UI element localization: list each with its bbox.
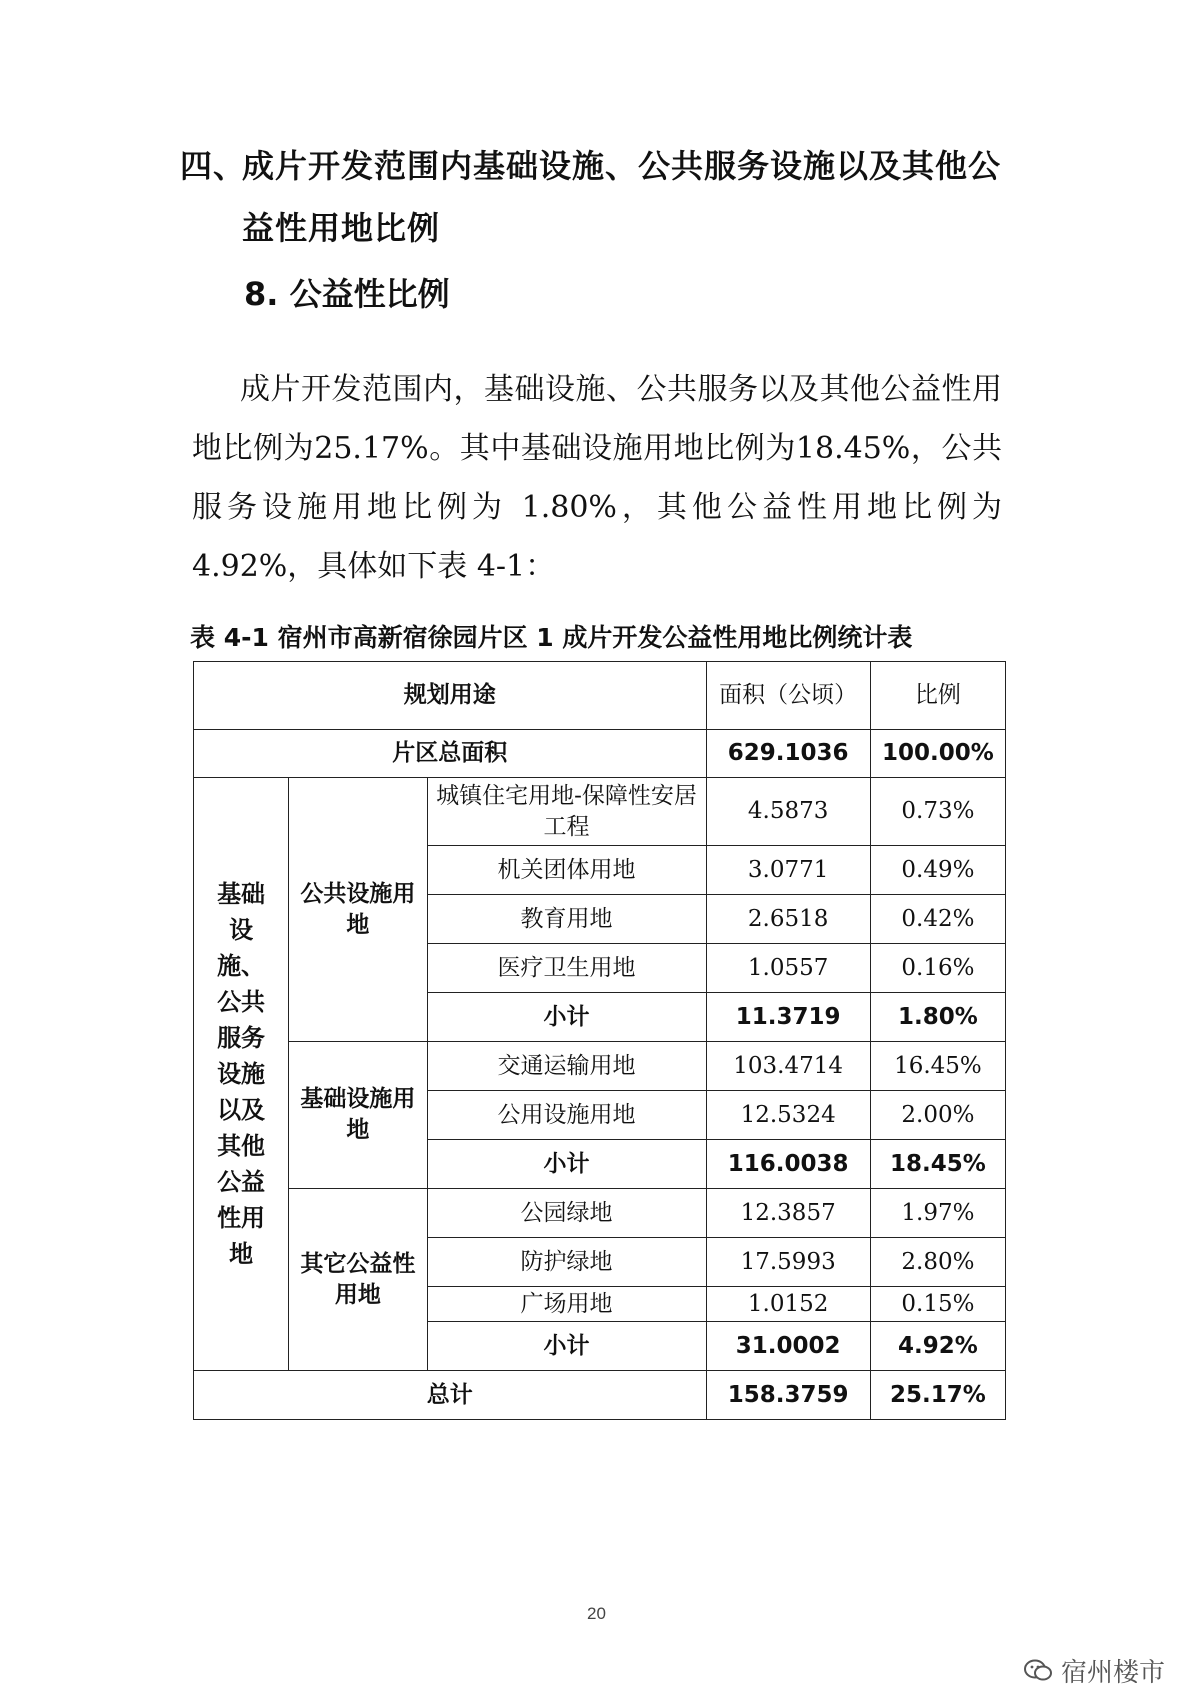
- subtotal-label: 小计: [427, 1140, 706, 1189]
- table-row: [194, 1189, 1006, 1238]
- group-label-cell: [194, 778, 289, 1371]
- subtotal-label: 小计: [427, 993, 706, 1042]
- item-ratio: 0.42%: [870, 895, 1005, 944]
- section-heading-line2: 益性用地比例: [242, 209, 441, 247]
- body-paragraph-text: 成片开发范围内，基础设施、公共服务以及其他公益性用地比例为25.17%。其中基础设施用地比例为18.45%，公共服务设施用地比例为 1.80%，其他公益性用地比例为4.92%，具体如下表 4-1：: [192, 372, 1002, 584]
- table-header-row: [194, 662, 1006, 730]
- subtotal-label: 小计: [427, 1322, 706, 1371]
- watermark: [1023, 1652, 1165, 1689]
- item-name: 城镇住宅用地-保障性安居工程: [427, 778, 706, 846]
- item-name: 教育用地: [427, 895, 706, 944]
- total-area-ratio: 100.00%: [870, 730, 1005, 778]
- category-public-facilities: 公共设施用地: [289, 778, 427, 1042]
- total-area-value: 629.1036: [706, 730, 870, 778]
- subtotal-ratio: 1.80%: [870, 993, 1005, 1042]
- category-infrastructure: 基础设施用地: [289, 1042, 427, 1189]
- total-area-row: [194, 730, 1006, 778]
- item-name: 广场用地: [427, 1287, 706, 1322]
- header-use: 规划用途: [194, 662, 707, 730]
- subtotal-ratio: 18.45%: [870, 1140, 1005, 1189]
- section-number: 四、: [180, 147, 247, 185]
- item-ratio: 16.45%: [870, 1042, 1005, 1091]
- section-heading-line1: 成片开发范围内基础设施、公共服务设施以及其他公: [242, 147, 1002, 185]
- item-area: 12.5324: [706, 1091, 870, 1140]
- watermark-text: 宿州楼市: [1060, 1658, 1165, 1688]
- item-area: 2.6518: [706, 895, 870, 944]
- item-ratio: 0.15%: [870, 1287, 1005, 1322]
- table-caption: 表 4-1 宿州市高新宿徐园片区 1 成片开发公益性用地比例统计表: [190, 623, 913, 652]
- item-ratio: 2.80%: [870, 1238, 1005, 1287]
- subtotal-area: 116.0038: [706, 1140, 870, 1189]
- item-name: 公园绿地: [427, 1189, 706, 1238]
- subtotal-area: 11.3719: [706, 993, 870, 1042]
- item-ratio: 2.00%: [870, 1091, 1005, 1140]
- item-name: 机关团体用地: [427, 846, 706, 895]
- subtotal-area: 31.0002: [706, 1322, 870, 1371]
- subtotal-ratio: 4.92%: [870, 1322, 1005, 1371]
- item-ratio: 0.49%: [870, 846, 1005, 895]
- grand-total-area: 158.3759: [706, 1371, 870, 1420]
- grand-total-ratio: 25.17%: [870, 1371, 1005, 1420]
- total-area-label: 片区总面积: [194, 730, 707, 778]
- item-area: 17.5993: [706, 1238, 870, 1287]
- item-area: 4.5873: [706, 778, 870, 846]
- grand-total-row: [194, 1371, 1006, 1420]
- item-area: 12.3857: [706, 1189, 870, 1238]
- item-name: 防护绿地: [427, 1238, 706, 1287]
- page-number: 20: [587, 1604, 606, 1623]
- item-ratio: 0.73%: [870, 778, 1005, 846]
- item-area: 1.0557: [706, 944, 870, 993]
- item-ratio: 1.97%: [870, 1189, 1005, 1238]
- item-ratio: 0.16%: [870, 944, 1005, 993]
- item-area: 1.0152: [706, 1287, 870, 1322]
- wechat-icon: [1023, 1658, 1053, 1684]
- item-name: 交通运输用地: [427, 1042, 706, 1091]
- item-area: 3.0771: [706, 846, 870, 895]
- land-use-table: [193, 661, 1006, 1420]
- header-ratio: 比例: [870, 662, 1005, 730]
- item-name: 医疗卫生用地: [427, 944, 706, 993]
- table-row: [194, 1042, 1006, 1091]
- header-area: 面积（公顷）: [706, 662, 870, 730]
- item-area: 103.4714: [706, 1042, 870, 1091]
- subsection-heading: 8. 公益性比例: [244, 275, 450, 313]
- grand-total-label: 总计: [194, 1371, 707, 1420]
- group-label: 基础设施、公共服务设施以及其他公益性用地: [217, 880, 266, 1268]
- item-name: 公用设施用地: [427, 1091, 706, 1140]
- body-paragraph: [192, 360, 1002, 596]
- category-other-public-welfare: 其它公益性用地: [289, 1189, 427, 1371]
- section-heading: [180, 135, 1020, 259]
- table-row: [194, 778, 1006, 846]
